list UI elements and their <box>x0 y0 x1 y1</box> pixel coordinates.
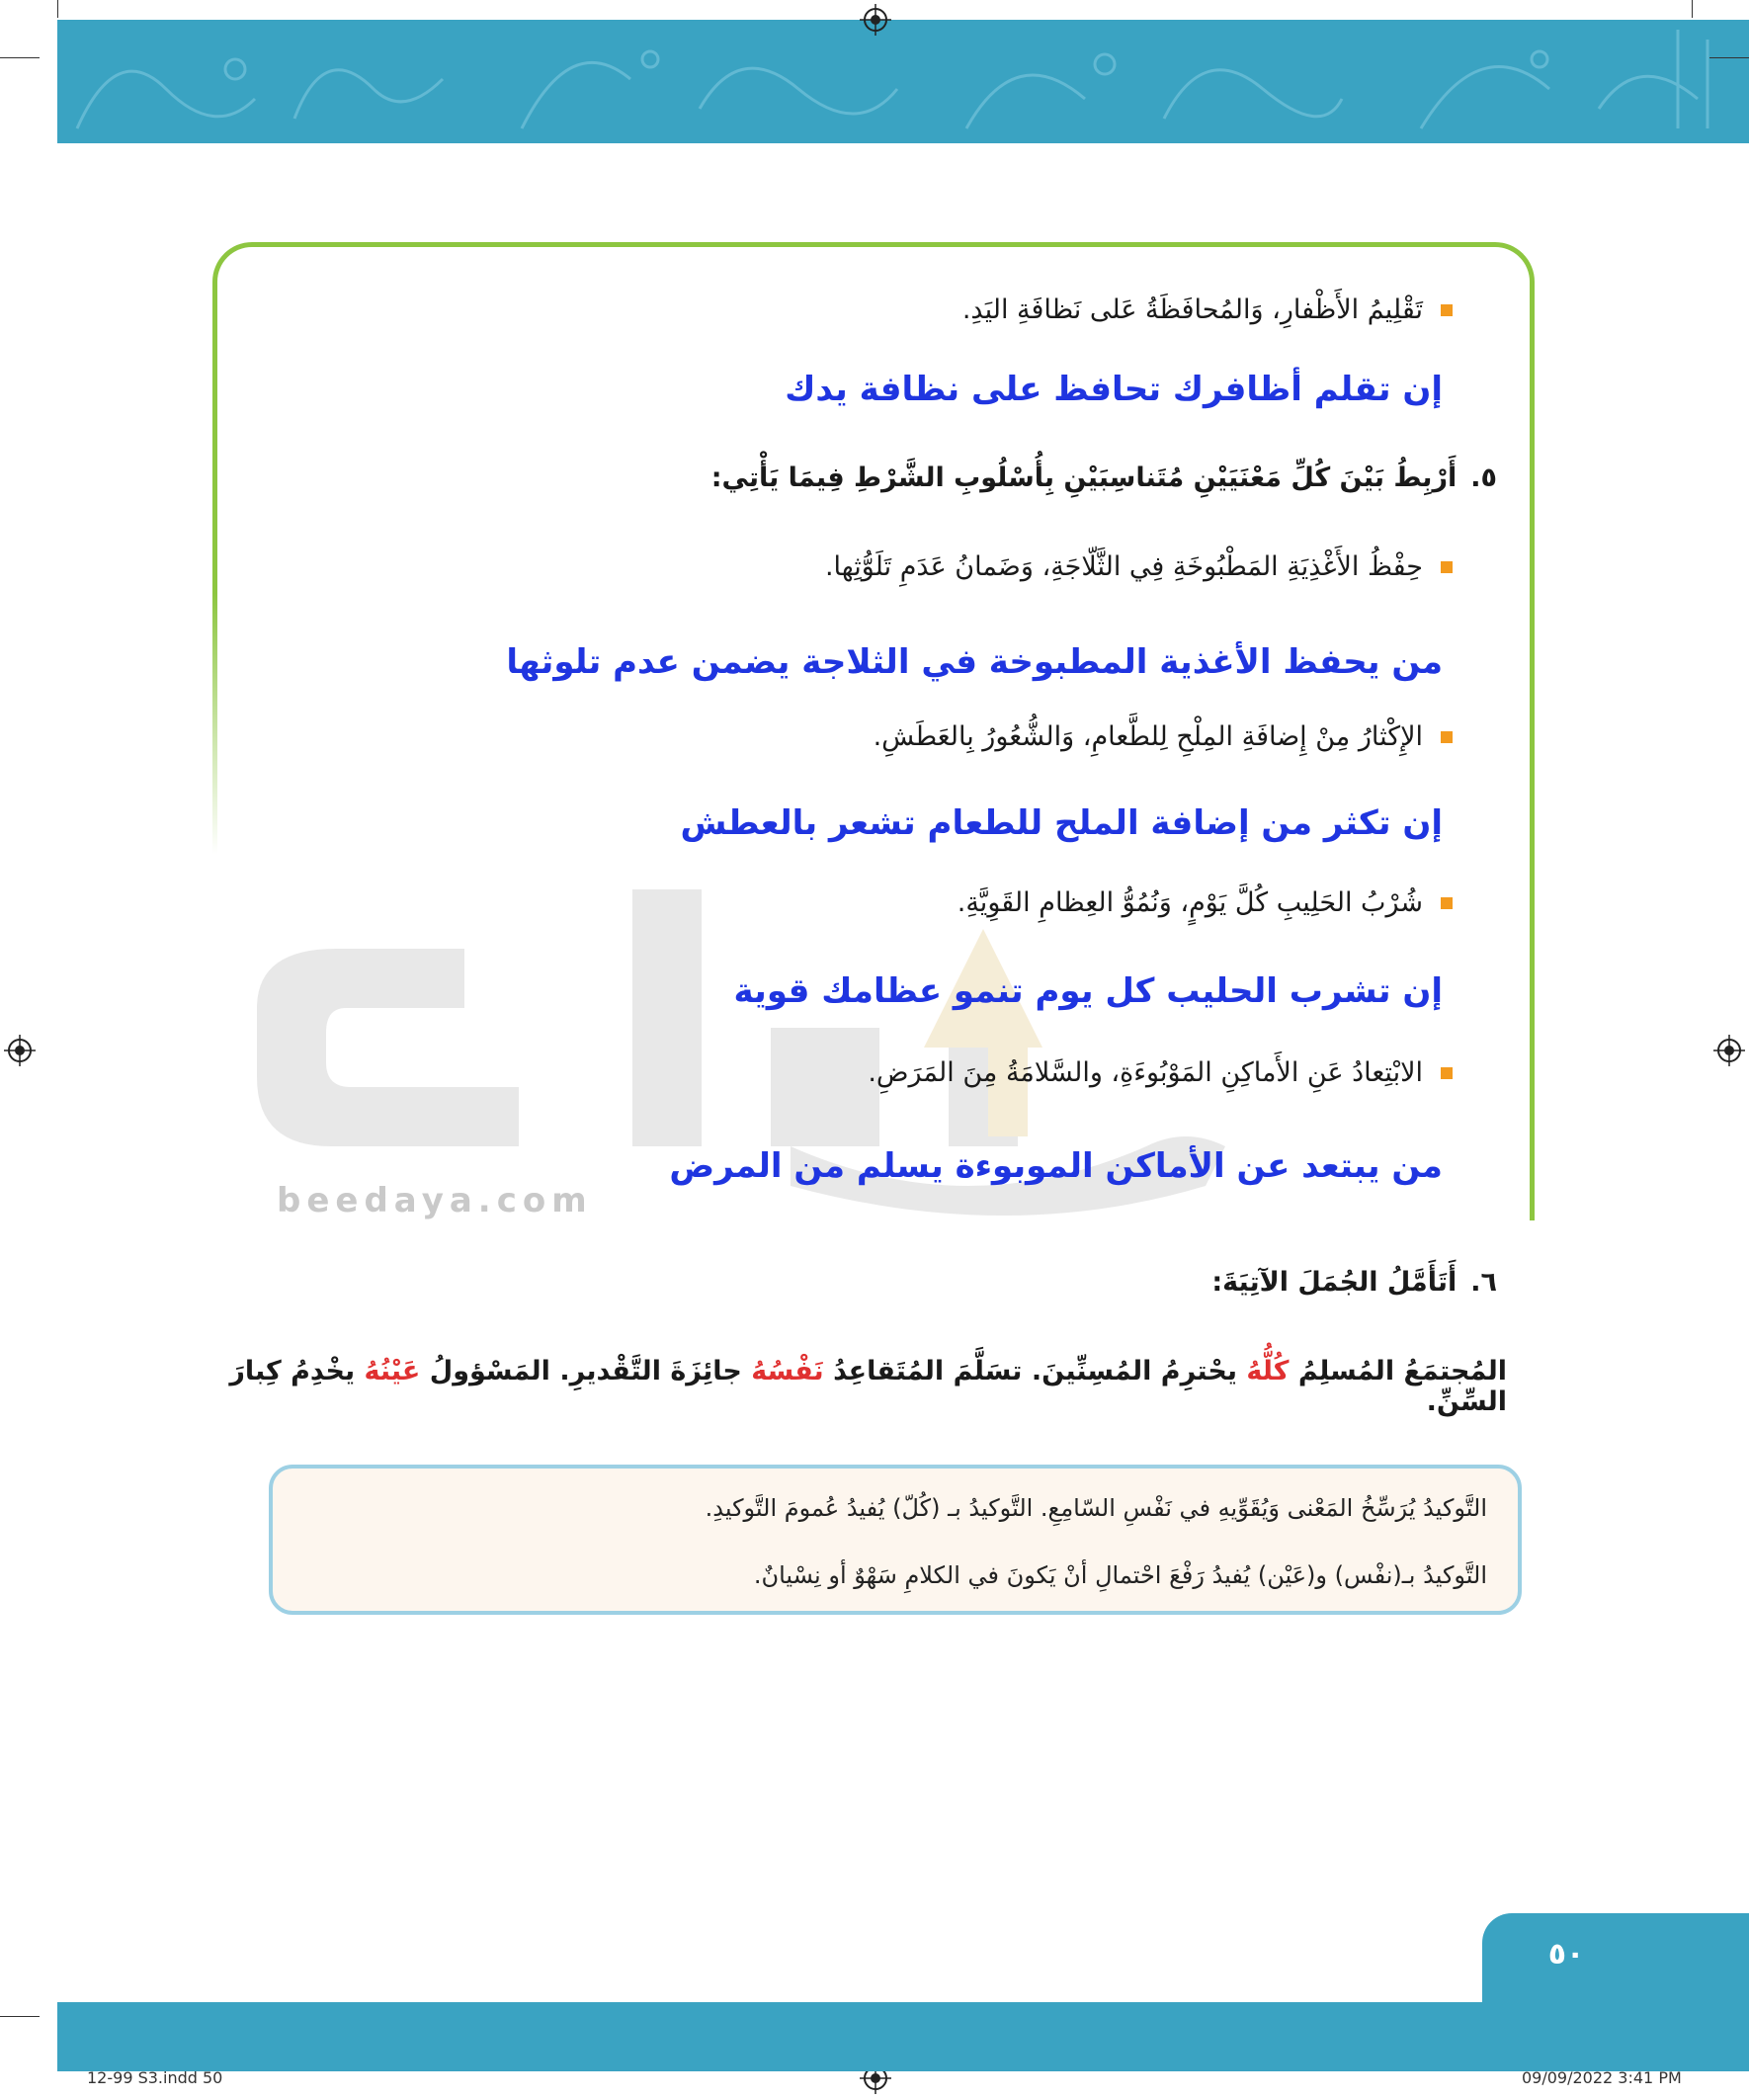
sentence-part: يحْترِمُ المُسِنِّينَ. <box>1031 1356 1237 1386</box>
registration-mark-icon <box>4 1035 36 1066</box>
answer-text: إن تشرب الحليب كل يوم تنمو عظامك قوية <box>733 971 1443 1011</box>
crop-mark <box>57 0 58 18</box>
emphasis-word: كُلُّهُ <box>1246 1356 1290 1386</box>
bullet-text: الابْتِعادُ عَنِ الأَماكِنِ المَوْبُوءَةِ، والسَّلامَةُ مِنَ المَرَضِ. <box>868 1057 1423 1088</box>
emphasis-word: نَفْسُهُ <box>751 1356 824 1386</box>
print-slug: 12-99 S3.indd 50 <box>87 2068 223 2087</box>
bullet-item <box>825 551 1453 582</box>
header-pattern <box>57 20 1749 143</box>
bullet-square-icon <box>1441 731 1453 743</box>
answer-text: من يبتعد عن الأماكن الموبوءة يسلم من المرض <box>669 1146 1443 1186</box>
bullet-text: تَقْلِيمُ الأَظْفارِ، وَالمُحافَظَةُ عَلى نَظافَةِ اليَدِ. <box>961 294 1423 325</box>
answer-text: من يحفظ الأغذية المطبوخة في الثلاجة يضمن عدم تلوثها <box>506 642 1443 682</box>
print-date: 09/09/2022 3:41 PM <box>1522 2068 1682 2087</box>
bullet-item <box>962 294 1453 325</box>
answer-text: إن تكثر من إضافة الملح للطعام تشعر بالعطش <box>680 803 1443 843</box>
bullet-text: الإِكْثارُ مِنْ إِضافَةِ المِلْحِ لِلطَّعامِ، وَالشُّعُورُ بِالعَطَشِ. <box>873 721 1423 752</box>
watermark-text: beedaya.com <box>277 1181 593 1220</box>
frame-fade <box>203 593 242 1245</box>
sentence-part: يخْدِمُ كِبارَ السِّنِّ. <box>229 1356 1507 1417</box>
bullet-square-icon <box>1441 1067 1453 1079</box>
bullet-item <box>958 887 1453 918</box>
question-text: أَتَأَمَّلُ الجُمَلَ الآتِيَةَ: <box>1211 1267 1458 1298</box>
crop-mark <box>0 2016 40 2017</box>
bullet-text: حِفْظُ الأَغْذِيَةِ المَطْبُوخَةِ فِي الثَّلّاجَةِ، وَضَمانُ عَدَمِ تَلَوُّثِها. <box>824 551 1423 582</box>
crop-mark <box>1692 0 1693 18</box>
registration-mark-icon <box>1713 1035 1745 1066</box>
bullet-square-icon <box>1441 897 1453 909</box>
question-5 <box>711 462 1497 493</box>
sentence-part: جائِزَةَ التَّقْديرِ. <box>559 1356 742 1386</box>
bullet-text: شُرْبُ الحَلِيبِ كُلَّ يَوْمٍ، وَنُمُوُّ العِظامِ القَوِيَّةِ. <box>957 887 1423 918</box>
sentence-part: تسَلَّمَ المُتَقاعِدُ <box>833 1356 1023 1386</box>
crop-mark <box>0 57 40 58</box>
bullet-square-icon <box>1441 304 1453 316</box>
question-number: ٥. <box>1470 462 1497 493</box>
emphasis-word: عَيْنُهُ <box>364 1356 421 1386</box>
note-line: التَّوكيدُ بـ(نفْس) و(عَيْن) يُفيدُ رَفْعَ احْتمالِ أنْ يَكونَ في الكلامِ سَهْوٌ أو نِسْيانٌ. <box>753 1561 1487 1589</box>
footer-band <box>57 2002 1749 2071</box>
bullet-item <box>868 1057 1453 1088</box>
crop-mark <box>1709 57 1749 58</box>
question-text: أَرْبِطُ بَيْنَ كُلِّ مَعْنَيَيْنِ مُتَناسِبَيْنِ بِأُسْلُوبِ الشَّرْطِ فِيمَا يَأْتِي: <box>710 462 1458 493</box>
answer-text: إن تقلم أظافرك تحافظ على نظافة يدك <box>785 370 1443 409</box>
rule-note-box <box>269 1465 1522 1615</box>
registration-mark-icon <box>860 4 891 36</box>
bullet-item <box>874 721 1453 752</box>
page-number: ٥٠ <box>1547 1937 1585 1972</box>
sentence-part: المَسْؤولُ <box>429 1356 550 1386</box>
bullet-square-icon <box>1441 561 1453 573</box>
question-number: ٦. <box>1470 1267 1497 1298</box>
example-sentences <box>222 1356 1507 1417</box>
sentence-part: المُجتمَعُ المُسلِمُ <box>1297 1356 1507 1386</box>
question-6 <box>1211 1267 1497 1298</box>
note-line: التَّوكيدُ يُرَسِّخُ المَعْنى وَيُقَوِّيهِ في نَفْسِ السّامِعِ. التَّوكيدُ بـ (كُلّ) يُفيدُ عُمومَ التَّوكيدِ. <box>705 1494 1487 1522</box>
header-band <box>57 20 1749 143</box>
